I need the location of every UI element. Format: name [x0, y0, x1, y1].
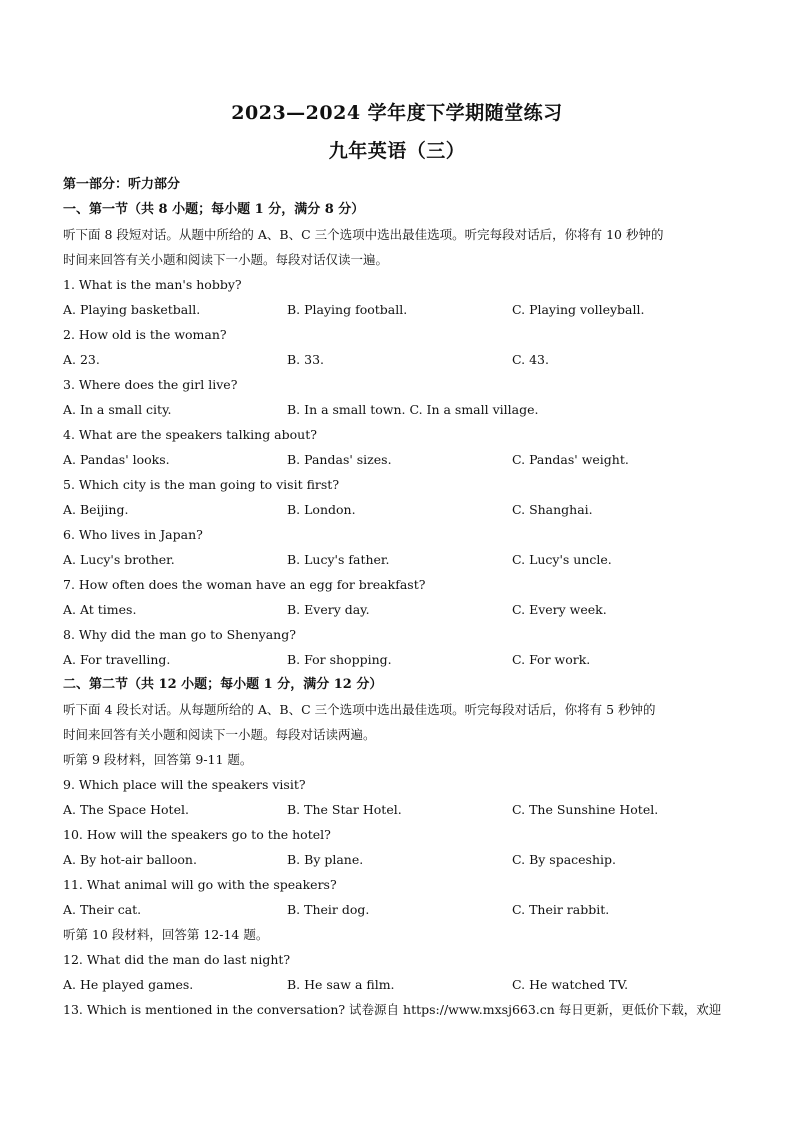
section-heading: 一、第一节（共 8 小题；每小题 1 分，满分 8 分） [63, 202, 365, 217]
option-row [63, 972, 731, 997]
option-b: B. London. [287, 502, 356, 517]
option-a: A. Lucy's brother. [63, 552, 175, 567]
option-b: B. By plane. [287, 852, 364, 867]
option-a: A. For travelling. [63, 652, 171, 667]
option-b: B. He saw a film. [287, 977, 395, 992]
option-a: A. By hot-air balloon. [63, 852, 197, 867]
option-c: C. For work. [512, 652, 591, 667]
question-stem: 8. Why did the man go to Shenyang? [63, 627, 296, 642]
question-stem: 7. How often does the woman have an egg for breakfast? [63, 577, 426, 592]
option-b: B. 33. [287, 352, 325, 367]
option-b: B. Pandas' sizes. [287, 452, 392, 467]
question-list [63, 947, 731, 997]
option-row [63, 297, 731, 322]
option-c: C. By spaceship. [512, 852, 616, 867]
question-stem: 13. Which is mentioned in the conversation? 试卷源自 https://www.mxsj663.cn 每日更新，更低价下载，欢迎 [63, 1002, 722, 1017]
instructions: 听下面 4 段长对话。从每题所给的 A、B、C 三个选项中选出最佳选项。听完每段对话后，你将有 5 秒钟的 [63, 702, 656, 717]
option-b: B. Their dog. [287, 902, 370, 917]
option-row [63, 847, 731, 872]
option-row [63, 447, 731, 472]
option-b: B. Every day. [287, 602, 370, 617]
group-instruction: 听第 9 段材料，回答第 9-11 题。 [63, 752, 253, 767]
option-c: C. Lucy's uncle. [512, 552, 612, 567]
option-a: A. He played games. [63, 977, 194, 992]
option-a: A. In a small city. [63, 402, 172, 417]
option-row [63, 797, 731, 822]
question-list [63, 772, 731, 922]
option-c: C. 43. [512, 352, 549, 367]
option-b: B. In a small town. C. In a small village. [287, 402, 539, 417]
option-c: C. He watched TV. [512, 977, 629, 992]
option-c: C. Playing volleyball. [512, 302, 645, 317]
group-instruction: 听第 10 段材料，回答第 12-14 题。 [63, 927, 269, 942]
option-b: B. For shopping. [287, 652, 392, 667]
exam-subtitle: 九年英语（三） [328, 140, 466, 162]
option-b: B. Lucy's father. [287, 552, 390, 567]
option-row [63, 897, 731, 922]
exam-content [63, 172, 731, 1022]
section-heading: 二、第二节（共 12 小题；每小题 1 分，满分 12 分） [63, 677, 383, 692]
option-c: C. The Sunshine Hotel. [512, 802, 659, 817]
question-stem: 9. Which place will the speakers visit? [63, 777, 306, 792]
option-c: C. Pandas' weight. [512, 452, 629, 467]
question-stem: 1. What is the man's hobby? [63, 277, 242, 292]
option-b: B. The Star Hotel. [287, 802, 402, 817]
instructions: 听下面 8 段短对话。从题中所给的 A、B、C 三个选项中选出最佳选项。听完每段对话后，你将有 10 秒钟的 [63, 227, 664, 242]
option-a: A. At times. [63, 602, 137, 617]
option-row [63, 497, 731, 522]
option-b: B. Playing football. [287, 302, 408, 317]
question-list [63, 272, 731, 672]
option-a: A. Pandas' looks. [63, 452, 170, 467]
question-stem: 2. How old is the woman? [63, 327, 227, 342]
option-row [63, 597, 731, 622]
question-stem: 12. What did the man do last night? [63, 952, 291, 967]
part-heading: 第一部分：听力部分 [63, 177, 181, 192]
question-stem: 3. Where does the girl live? [63, 377, 238, 392]
option-a: A. 23. [63, 352, 100, 367]
option-a: A. Beijing. [63, 502, 129, 517]
question-stem: 11. What animal will go with the speakers? [63, 877, 337, 892]
option-row [63, 547, 731, 572]
option-c: C. Every week. [512, 602, 607, 617]
question-stem: 4. What are the speakers talking about? [63, 427, 317, 442]
instructions: 时间来回答有关小题和阅读下一小题。每段对话仅读一遍。 [63, 252, 389, 267]
instructions: 时间来回答有关小题和阅读下一小题。每段对话读两遍。 [63, 727, 376, 742]
exam-title: 2023—2024 学年度下学期随堂练习 [231, 102, 563, 124]
question-stem: 6. Who lives in Japan? [63, 527, 203, 542]
option-a: A. Playing basketball. [63, 302, 201, 317]
option-c: C. Their rabbit. [512, 902, 610, 917]
option-row [63, 647, 731, 672]
option-c: C. Shanghai. [512, 502, 593, 517]
question-stem: 10. How will the speakers go to the hotel? [63, 827, 331, 842]
option-row [63, 347, 731, 372]
question-stem: 5. Which city is the man going to visit first? [63, 477, 340, 492]
option-a: A. The Space Hotel. [63, 802, 189, 817]
option-row [63, 397, 731, 422]
option-a: A. Their cat. [63, 902, 142, 917]
